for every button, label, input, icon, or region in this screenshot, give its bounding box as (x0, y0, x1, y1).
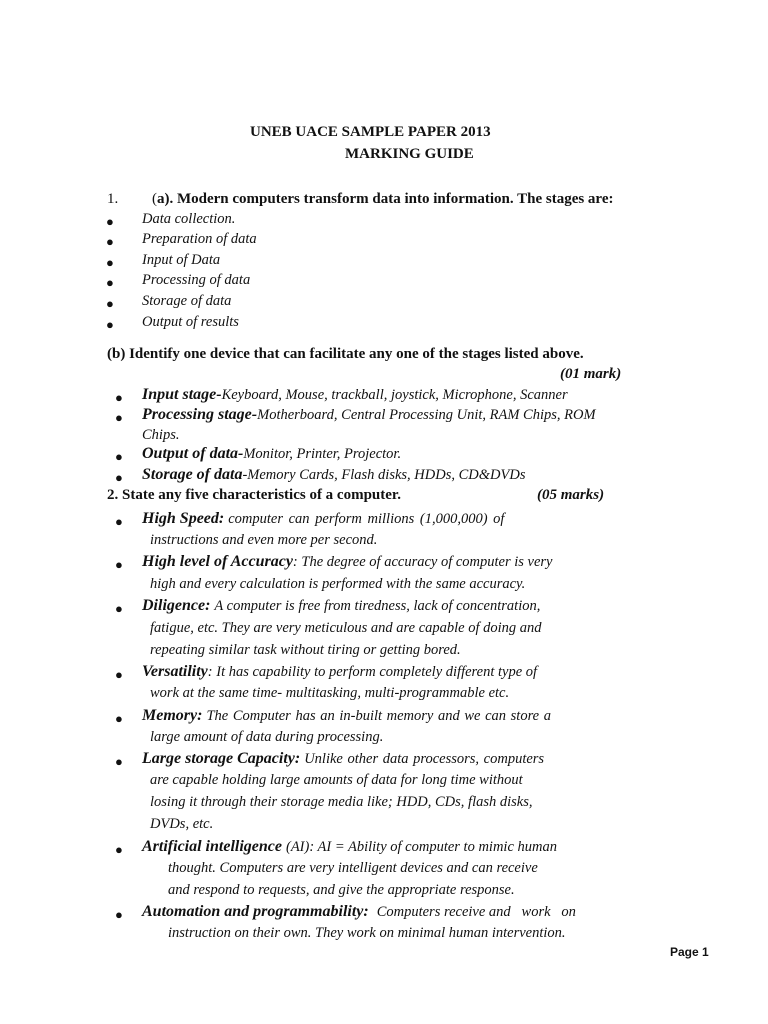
characteristic-desc: Unlike other data processors, computers (304, 751, 545, 767)
bullet-icon: ● (115, 711, 123, 726)
characteristic-desc-cont: work at the same time- multitasking, multi-programmable etc. (150, 685, 510, 701)
device-desc: Monitor, Printer, Projector. (243, 446, 402, 462)
q2-question: 2. State any five characteristics of a computer. (107, 487, 401, 503)
q1-a-question (152, 191, 613, 208)
device-term: Processing stage- (142, 406, 258, 423)
paper-subtitle: MARKING GUIDE (345, 146, 474, 162)
characteristic-desc-cont: high and every calculation is performed with the same accuracy. (150, 576, 526, 592)
bullet-icon: ● (106, 214, 114, 229)
characteristic-desc-cont: instructions and even more per second. (150, 532, 378, 548)
q2-marks: (05 marks) (537, 487, 605, 503)
bullet-icon: ● (115, 410, 123, 425)
characteristic-term: High level of Accuracy (142, 553, 293, 570)
characteristic-item (142, 707, 551, 725)
characteristic-term: Large storage Capacity: (142, 750, 301, 767)
bullet-icon: ● (115, 754, 123, 769)
bullet-icon: ● (115, 470, 123, 485)
characteristic-desc-cont: DVDs, etc. (150, 816, 214, 832)
characteristic-item (142, 750, 544, 768)
bullet-icon: ● (115, 514, 123, 529)
stage-item: Input of Data (142, 252, 221, 268)
bullet-icon: ● (106, 317, 114, 332)
device-item (142, 466, 525, 484)
device-desc: Motherboard, Central Processing Unit, RAM Chips, ROM (257, 407, 596, 423)
q1-a-text: a). Modern computers transform data into information. The stages are: (157, 191, 614, 207)
characteristic-desc-cont: losing it through their storage media like; HDD, CDs, flash disks, (150, 794, 533, 810)
device-term: Storage of data (142, 466, 243, 483)
bullet-icon: ● (106, 234, 114, 249)
characteristic-desc-cont: instruction on their own. They work on minimal human intervention. (168, 925, 566, 941)
characteristic-term: Memory: (142, 707, 203, 724)
characteristic-desc-cont: are capable holding large amounts of data for long time without (150, 772, 523, 788)
device-desc-cont: Chips. (142, 427, 180, 443)
characteristic-item (142, 597, 540, 615)
device-item (142, 445, 401, 463)
stage-item: Storage of data (142, 293, 232, 309)
q1-a-prefix: ( (152, 191, 157, 207)
q1-b-marks: (01 mark) (560, 366, 622, 382)
device-desc: Keyboard, Mouse, trackball, joystick, Microphone, Scanner (221, 387, 568, 403)
characteristic-desc: : It has capability to perform completely different type of (207, 664, 538, 680)
characteristic-desc: (AI): AI = Ability of computer to mimic human (285, 839, 557, 855)
device-item (142, 386, 568, 404)
bullet-icon: ● (115, 667, 123, 682)
device-desc: -Memory Cards, Flash disks, HDDs, CD&DVDs (242, 467, 526, 483)
q1-b-question: (b) Identify one device that can facilitate any one of the stages listed above. (107, 346, 584, 362)
bullet-icon: ● (115, 907, 123, 922)
stage-item: Processing of data (142, 272, 251, 288)
characteristic-item (142, 838, 557, 856)
q1-number: 1. (107, 191, 119, 207)
bullet-icon: ● (115, 842, 123, 857)
bullet-icon: ● (106, 275, 114, 290)
characteristic-term: Diligence: (142, 597, 211, 614)
characteristic-term: Artificial intelligence (142, 838, 282, 855)
characteristic-term: Versatility (142, 663, 208, 680)
characteristic-desc-cont: thought. Computers are very intelligent devices and can receive (168, 860, 538, 876)
characteristic-term: High Speed: (142, 510, 225, 527)
characteristic-item (142, 903, 576, 921)
device-term: Input stage- (142, 386, 222, 403)
characteristic-desc: A computer is free from tiredness, lack of concentration, (214, 598, 541, 614)
characteristic-desc: computer can perform millions (1,000,000) of (228, 511, 505, 527)
device-item (142, 406, 596, 424)
bullet-icon: ● (106, 296, 114, 311)
stage-item: Preparation of data (142, 231, 257, 247)
characteristic-desc-cont: and respond to requests, and give the appropriate response. (168, 882, 515, 898)
stage-item: Output of results (142, 314, 239, 330)
bullet-icon: ● (115, 601, 123, 616)
page-number: Page 1 (670, 945, 709, 959)
characteristic-desc: : The degree of accuracy of computer is very (292, 554, 553, 570)
bullet-icon: ● (115, 449, 123, 464)
characteristic-term: Automation and programmability: (142, 903, 369, 920)
characteristic-desc-cont: repeating similar task without tiring or getting bored. (150, 642, 461, 658)
characteristic-desc-cont: large amount of data during processing. (150, 729, 384, 745)
device-term: Output of data- (142, 445, 244, 462)
characteristic-desc: Computers receive and work on (376, 904, 576, 920)
characteristic-item (142, 510, 504, 528)
characteristic-item (142, 663, 537, 681)
characteristic-desc: The Computer has an in-built memory and we can store a (206, 708, 551, 724)
characteristic-item (142, 553, 553, 571)
stage-item: Data collection. (142, 211, 236, 227)
characteristic-desc-cont: fatigue, etc. They are very meticulous and are capable of doing and (150, 620, 542, 636)
bullet-icon: ● (115, 390, 123, 405)
bullet-icon: ● (115, 557, 123, 572)
paper-title: UNEB UACE SAMPLE PAPER 2013 (250, 124, 491, 140)
bullet-icon: ● (106, 255, 114, 270)
